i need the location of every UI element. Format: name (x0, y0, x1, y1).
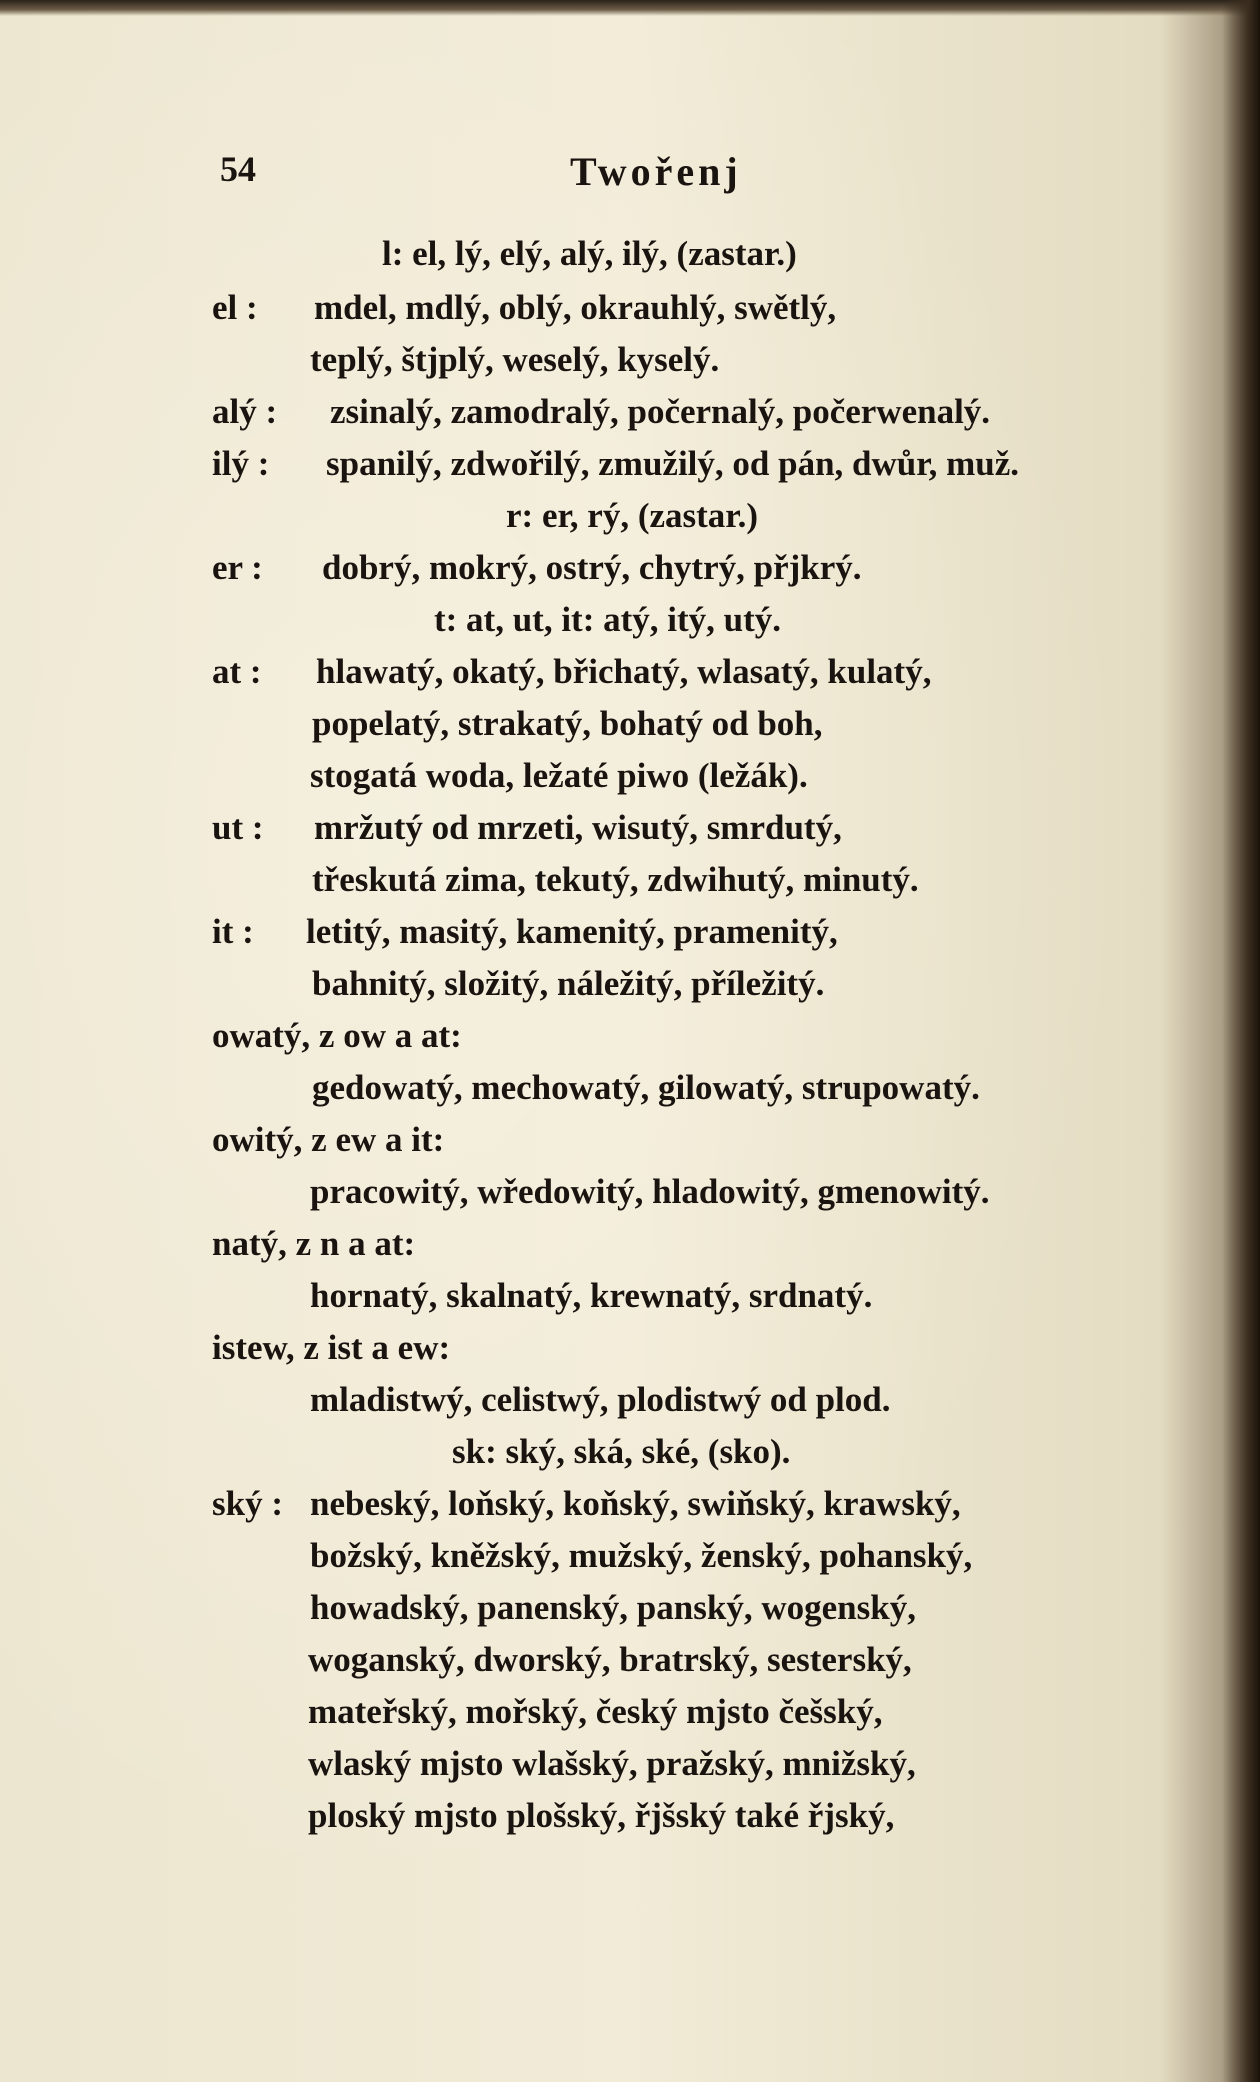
text-line (0, 1738, 1200, 1790)
text-line (0, 1686, 1200, 1738)
text-line (0, 1582, 1200, 1634)
line-text: zsinalý, zamodralý, počernalý, počerwenalý. (330, 392, 991, 431)
running-title: Twořenj (570, 149, 742, 194)
line-label: ský : (212, 1484, 283, 1523)
line-text: mdel, mdlý, oblý, okrauhlý, swětlý, (314, 288, 837, 327)
page-header (220, 148, 1060, 208)
line-text: mateřský, mořský, český mjsto češský, (308, 1692, 883, 1731)
line-text: gedowatý, mechowatý, gilowatý, strupowatý. (312, 1068, 980, 1107)
text-line (0, 1634, 1200, 1686)
line-text: hlawatý, okatý, břichatý, wlasatý, kulatý, (316, 652, 932, 691)
line-text: r: er, rý, (zastar.) (506, 496, 759, 535)
line-text: nebeský, loňský, koňský, swiňský, krawský, (310, 1484, 961, 1523)
text-line (0, 1426, 1200, 1478)
line-text: teplý, štjplý, weselý, kyselý. (310, 340, 720, 379)
text-line (0, 1010, 1200, 1062)
line-text: owitý, z ew a it: (212, 1120, 445, 1159)
book-binding-edge (1222, 0, 1260, 2082)
line-text: istew, z ist a ew: (212, 1328, 451, 1367)
line-text: mladistwý, celistwý, plodistwý od plod. (310, 1380, 891, 1419)
line-label: ut : (212, 808, 264, 847)
line-text: ploský mjsto plošský, řjšský také řjský, (308, 1796, 895, 1835)
text-line (0, 906, 1200, 958)
line-label: it : (212, 912, 254, 951)
text-line (0, 646, 1200, 698)
text-line (0, 1062, 1200, 1114)
line-text: popelatý, strakatý, bohatý od boh, (312, 704, 823, 743)
text-line (0, 854, 1200, 906)
page-number: 54 (220, 149, 256, 189)
line-text: stogatá woda, ležaté piwo (ležák). (310, 756, 808, 795)
text-line (0, 1790, 1200, 1842)
text-line (0, 228, 1200, 280)
text-line (0, 698, 1200, 750)
line-text: dobrý, mokrý, ostrý, chytrý, přjkrý. (322, 548, 862, 587)
text-line (0, 1270, 1200, 1322)
text-line (0, 1374, 1200, 1426)
text-line (0, 438, 1200, 490)
line-label: alý : (212, 392, 278, 431)
text-line (0, 1478, 1200, 1530)
text-line (0, 334, 1200, 386)
text-line (0, 958, 1200, 1010)
line-text: bahnitý, složitý, náležitý, příležitý. (312, 964, 825, 1003)
line-text: woganský, dworský, bratrský, sesterský, (308, 1640, 912, 1679)
line-label: at : (212, 652, 262, 691)
line-text: mržutý od mrzeti, wisutý, smrdutý, (314, 808, 842, 847)
text-line (0, 1114, 1200, 1166)
line-label: er : (212, 548, 263, 587)
text-line (0, 386, 1200, 438)
line-label: ilý : (212, 444, 270, 483)
text-line (0, 1322, 1200, 1374)
page-top-edge (0, 0, 1260, 16)
line-text: howadský, panenský, panský, wogenský, (310, 1588, 916, 1627)
text-line (0, 490, 1200, 542)
line-text: spanilý, zdwořilý, zmužilý, od pán, dwůr, muž. (326, 444, 1019, 483)
text-line (0, 542, 1200, 594)
text-line (0, 594, 1200, 646)
text-line (0, 802, 1200, 854)
line-text: owatý, z ow a at: (212, 1016, 462, 1055)
line-text: třeskutá zima, tekutý, zdwihutý, minutý. (312, 860, 919, 899)
line-text: sk: ský, ská, ské, (sko). (452, 1432, 791, 1471)
line-text: letitý, masitý, kamenitý, pramenitý, (306, 912, 838, 951)
line-text: božský, kněžský, mužský, ženský, pohanský, (310, 1536, 973, 1575)
text-line (0, 282, 1200, 334)
text-line (0, 1530, 1200, 1582)
line-text: t: at, ut, it: atý, itý, utý. (434, 600, 782, 639)
line-text: l: el, lý, elý, alý, ilý, (zastar.) (382, 234, 797, 273)
line-text: wlaský mjsto wlašský, pražský, mnižský, (308, 1744, 916, 1783)
line-text: hornatý, skalnatý, krewnatý, srdnatý. (310, 1276, 873, 1315)
line-text: pracowitý, wředowitý, hladowitý, gmenowitý. (310, 1172, 990, 1211)
text-line (0, 1218, 1200, 1270)
text-line (0, 1166, 1200, 1218)
text-line (0, 750, 1200, 802)
line-label: el : (212, 288, 258, 327)
line-text: natý, z n a at: (212, 1224, 416, 1263)
